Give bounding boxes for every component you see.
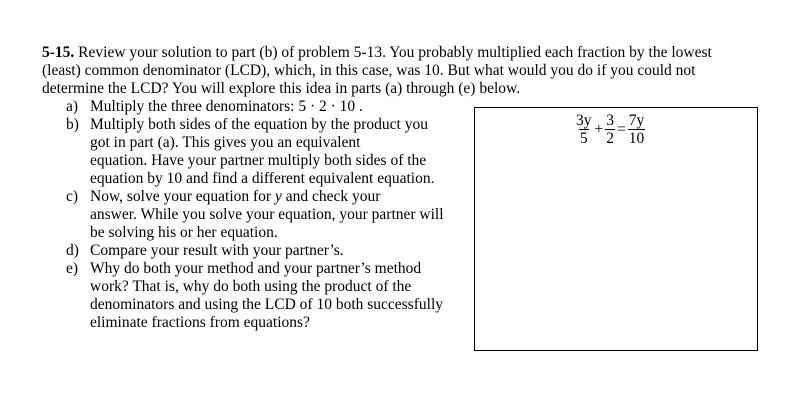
part-a: [66, 98, 471, 116]
intro-line-1: [42, 44, 762, 62]
part-text: answer. While you solve your equation, your partner will: [90, 206, 444, 223]
denominator: 5: [579, 130, 588, 147]
problem-number: 5-15.: [42, 44, 75, 61]
variable-y: y: [274, 188, 282, 205]
numerator: 3y: [576, 112, 592, 129]
equals-sign: =: [617, 120, 626, 138]
part-text-post: and check your: [281, 188, 381, 205]
part-label: d): [66, 242, 79, 259]
part-text: Multiply the three denominators: 5 · 2 · 10 .: [90, 98, 363, 115]
plus-sign: +: [594, 120, 604, 138]
part-text: Multiply both sides of the equation by the product you: [90, 116, 428, 133]
equation-box: [474, 107, 758, 351]
part-label: e): [66, 260, 79, 277]
part-d: [66, 242, 471, 260]
part-text: denominators and using the LCD of 10 both successfully: [90, 296, 444, 313]
denominator: 10: [628, 130, 645, 147]
part-text: Compare your result with your partner’s.: [90, 242, 344, 259]
part-text: got in part (a). This gives you an equivalent: [90, 134, 361, 151]
part-text: [90, 188, 471, 206]
numerator: 7y: [628, 112, 645, 129]
fraction-3: [628, 112, 646, 147]
parts-list: [66, 98, 471, 332]
part-text: Why do both your method and your partner’s method: [90, 260, 422, 277]
part-b: [66, 116, 471, 188]
numerator: 3: [606, 112, 614, 129]
fraction-1: [575, 112, 593, 147]
part-c: [66, 188, 471, 242]
part-text-pre: Now, solve your equation for: [90, 188, 275, 205]
part-label: b): [66, 116, 79, 133]
intro-line-3: determine the LCD? You will explore this idea in parts (a) through (e) below.: [42, 80, 521, 97]
part-text: be solving his or her equation.: [90, 224, 278, 241]
part-e: [66, 260, 471, 332]
intro-text-1: Review your solution to part (b) of problem 5-13. You probably multiplied each fraction by the lowest: [74, 44, 712, 61]
equation: [575, 112, 645, 147]
part-label: a): [66, 98, 79, 115]
part-text: eliminate fractions from equations?: [90, 314, 310, 331]
denominator: 2: [606, 130, 614, 147]
intro-line-2: (least) common denominator (LCD), which, in this case, was 10. But what would you do if you could not: [42, 62, 696, 79]
part-label: c): [66, 188, 79, 205]
part-text: equation. Have your partner multiply both sides of the: [90, 152, 427, 169]
part-text: equation by 10 and find a different equivalent equation.: [90, 170, 435, 187]
problem-intro: [42, 44, 762, 98]
part-text: work? That is, why do both using the product of the: [90, 278, 412, 295]
fraction-2: [605, 112, 615, 147]
